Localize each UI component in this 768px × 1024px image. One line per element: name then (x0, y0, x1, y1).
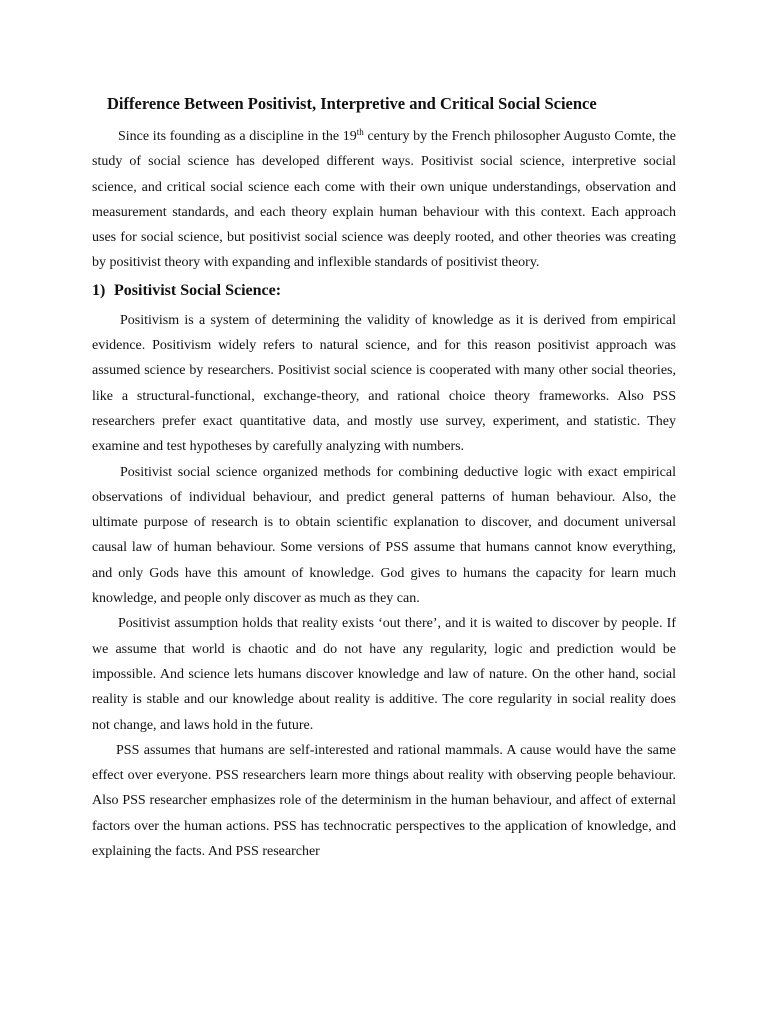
document-body (92, 124, 676, 864)
document-title: Difference Between Positivist, Interpretive and Critical Social Science (107, 94, 597, 113)
body-paragraph: Positivist assumption holds that reality exists ‘out there’, and it is waited to discover by people. If we assume that world is chaotic and do not have any regularity, logic and prediction would be impossible. And science lets humans discover knowledge and law of nature. On the other hand, social reality is stable and our knowledge about reality is additive. The core regularity in social reality does not change, and laws hold in the future. (92, 616, 676, 733)
section-number: 1) (92, 281, 106, 299)
ordinal-superscript: th (356, 127, 364, 137)
body-paragraph: Positivism is a system of determining the validity of knowledge as it is derived from empirical evidence. Positivism widely refers to natural science, and for this reason positivist approach was assumed science by researchers. Positivist social science is cooperated with many other social theories, like a structural-functional, exchange-theory, and rational choice theory frameworks. Also PSS researchers prefer exact quantitative data, and mostly use survey, experiment, and statistic. They examine and test hypotheses by carefully analyzing with numbers. (92, 312, 676, 455)
section-heading-text: Positivist Social Science: (114, 281, 282, 299)
intro-text-rest: century by the French philosopher Augusto Comte, the study of social science has developed different ways. Positivist social science, interpretive social science, and critical social science each come with their own unique understandings, observation and measurement standards, and each theory explain human behaviour with this context. Each approach uses for social science, but positivist social science was deeply rooted, and other theories was creating by positivist theory with expanding and inflexible standards of positivist theory. (92, 129, 676, 271)
section-heading (92, 278, 676, 304)
intro-text-start: Since its founding as a discipline in the 19 (118, 129, 357, 144)
body-paragraph: PSS assumes that humans are self-interested and rational mammals. A cause would have the same effect over everyone. PSS researchers learn more things about reality with observing people behaviour. Also PSS researcher emphasizes role of the determinism in the human behaviour, and affect of external factors over the human actions. PSS has technocratic perspectives to the application of knowledge, and explaining the facts. And PSS researcher (92, 742, 676, 860)
body-paragraph: Positivist social science organized methods for combining deductive logic with exact empirical observations of individual behaviour, and predict general patterns of human behaviour. Also, the ultimate purpose of research is to obtain scientific explanation to discover, and document universal causal law of human behaviour. Some versions of PSS assume that humans cannot know everything, and only Gods have this amount of knowledge. God gives to humans the capacity for learn much knowledge, and people only discover as much as they can. (92, 464, 676, 607)
intro-paragraph (92, 124, 676, 276)
